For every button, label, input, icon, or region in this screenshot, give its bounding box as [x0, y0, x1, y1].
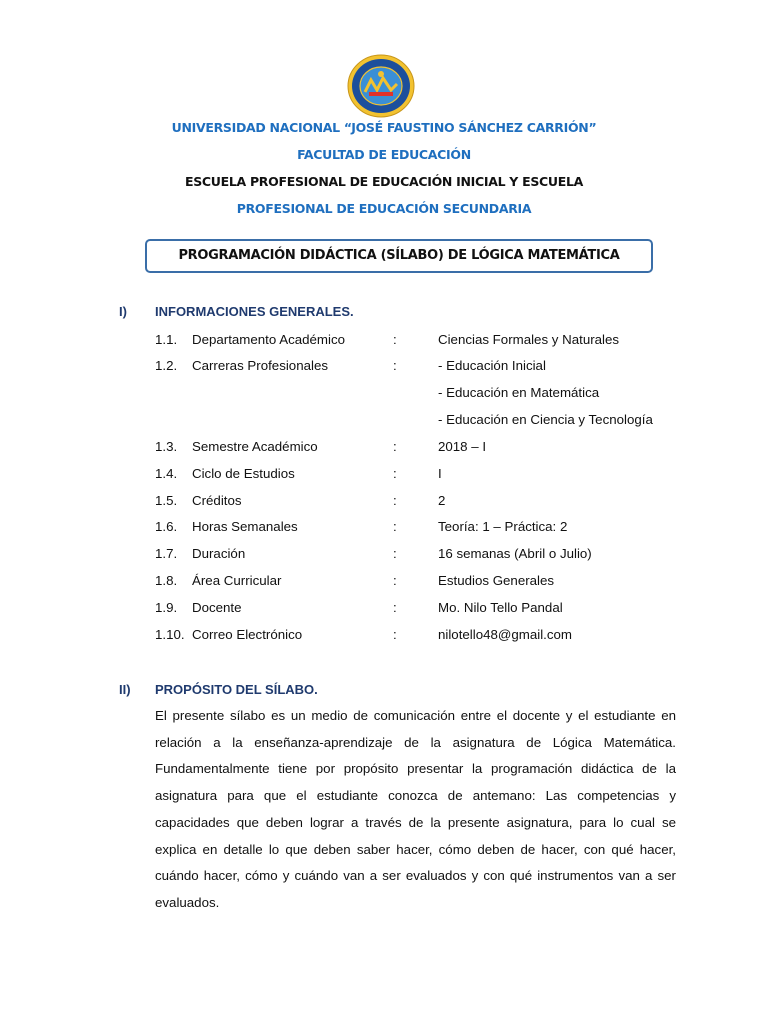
info-row-label: Área Curricular [192, 573, 282, 588]
info-row-label: Departamento Académico [192, 332, 345, 347]
info-row-number: 1.2. [155, 358, 178, 373]
info-row-label: Créditos [192, 493, 242, 508]
syllabus-title: PROGRAMACIÓN DIDÁCTICA (SÍLABO) DE LÓGICA MATEMÁTICA [178, 248, 620, 263]
info-row-separator: : [393, 358, 397, 373]
info-row [0, 627, 768, 647]
info-row-number: 1.1. [155, 332, 178, 347]
section-1-number: I) [119, 304, 127, 319]
info-row-label: Semestre Académico [192, 439, 318, 454]
info-row [0, 600, 768, 620]
info-row-separator: : [393, 600, 397, 615]
info-row-value: - Educación Inicial [438, 358, 546, 373]
info-row [0, 519, 768, 539]
syllabus-title-box [145, 239, 653, 273]
section-2-title: PROPÓSITO DEL SÍLABO. [155, 682, 318, 697]
info-row-label: Duración [192, 546, 246, 561]
info-row-value: Ciencias Formales y Naturales [438, 332, 620, 347]
school-name-line-1: ESCUELA PROFESIONAL DE EDUCACIÓN INICIAL Y ESCUELA [184, 174, 584, 189]
info-row-separator: : [393, 573, 397, 588]
info-row-separator: : [393, 519, 397, 534]
info-row-label: Ciclo de Estudios [192, 466, 295, 481]
info-row-value: 2 [438, 493, 446, 508]
info-row [0, 439, 768, 459]
info-row [0, 466, 768, 486]
faculty-name: FACULTAD DE EDUCACIÓN [297, 147, 471, 162]
info-row-label: Correo Electrónico [192, 627, 303, 642]
info-row-number: 1.6. [155, 519, 178, 534]
school-name-line-2: PROFESIONAL DE EDUCACIÓN SECUNDARIA [236, 201, 532, 216]
purpose-paragraph: El presente sílabo es un medio de comunicación entre el docente y el estudiante en relación a la enseñanza-aprendizaje de la asignatura de Lógica Matemática. Fundamentalmente tiene por propósito presentar la programación didáctica de la asignatura para que el estudiante conozca de antemano: Las competencias y capacidades que deben lograr a través de la presente asignatura, para lo cual se explica en detalle lo que deben saber hacer, cómo deben de hacer, con qué hacer, cuándo hacer, cómo y cuándo van a ser evaluados y con qué instrumentos van a ser evaluados. [155, 708, 676, 910]
info-row-value: 16 semanas (Abril o Julio) [438, 546, 592, 561]
info-row-separator: : [393, 466, 397, 481]
info-row [0, 332, 768, 352]
section-1-title: INFORMACIONES GENERALES. [155, 304, 354, 319]
info-row-number: 1.4. [155, 466, 178, 481]
info-row-number: 1.5. [155, 493, 178, 508]
info-row-number: 1.8. [155, 573, 178, 588]
info-row [0, 573, 768, 593]
info-row [0, 412, 768, 432]
info-row-value: I [438, 466, 442, 481]
info-row [0, 358, 768, 378]
info-row-label: Horas Semanales [192, 519, 298, 534]
info-row [0, 493, 768, 513]
info-row-number: 1.3. [155, 439, 178, 454]
info-row-number: 1.9. [155, 600, 178, 615]
info-row-value: - Educación en Ciencia y Tecnología [438, 412, 653, 427]
info-row-value: Estudios Generales [438, 573, 555, 588]
info-row-value: Teoría: 1 – Práctica: 2 [438, 519, 568, 534]
info-row-value: - Educación en Matemática [438, 385, 600, 400]
info-row-number: 1.7. [155, 546, 178, 561]
info-row-value: Mo. Nilo Tello Pandal [438, 600, 563, 615]
info-row-value: 2018 – I [438, 439, 487, 454]
info-row-value: nilotello48@gmail.com [438, 627, 572, 642]
info-row-separator: : [393, 332, 397, 347]
info-row-separator: : [393, 546, 397, 561]
info-row-separator: : [393, 439, 397, 454]
info-row [0, 385, 768, 405]
info-row-separator: : [393, 493, 397, 508]
section-2-number: II) [119, 682, 131, 697]
info-row-label: Carreras Profesionales [192, 358, 328, 373]
info-row-number: 1.10. [155, 627, 185, 642]
university-seal-logo [347, 54, 415, 118]
info-row [0, 546, 768, 566]
university-name: UNIVERSIDAD NACIONAL “JOSÉ FAUSTINO SÁNCHEZ CARRIÓN” [171, 120, 597, 135]
info-row-separator: : [393, 627, 397, 642]
info-row-label: Docente [192, 600, 242, 615]
